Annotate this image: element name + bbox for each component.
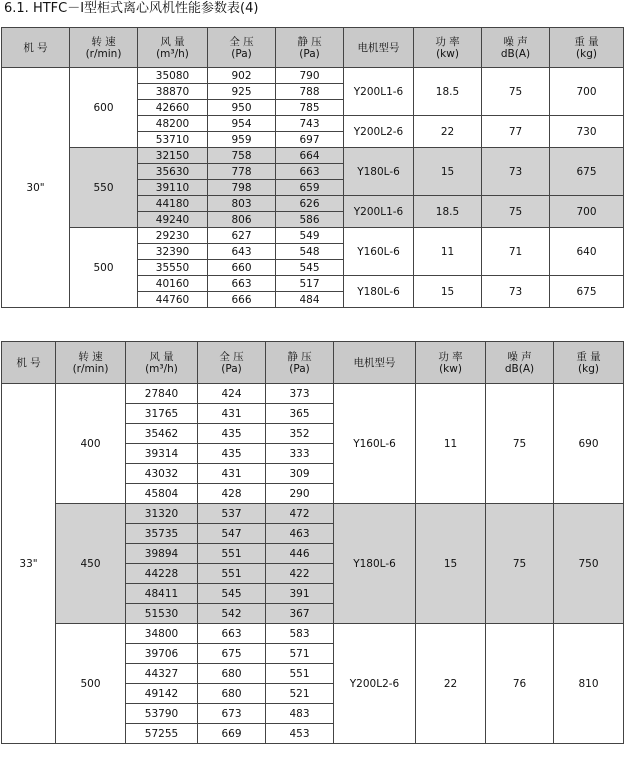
flow-cell: 44228 <box>126 564 198 584</box>
flow-cell: 39894 <box>126 544 198 564</box>
flow-cell: 53710 <box>138 132 208 148</box>
total-pressure-cell: 537 <box>198 504 266 524</box>
total-pressure-cell: 431 <box>198 404 266 424</box>
weight-cell: 640 <box>550 228 624 276</box>
total-pressure-cell: 428 <box>198 484 266 504</box>
flow-cell: 49240 <box>138 212 208 228</box>
flow-cell: 35630 <box>138 164 208 180</box>
power-cell: 22 <box>414 116 482 148</box>
power-cell: 18.5 <box>414 196 482 228</box>
total-pressure-cell: 643 <box>208 244 276 260</box>
noise-cell: 75 <box>486 504 554 624</box>
flow-cell: 35550 <box>138 260 208 276</box>
table-row <box>2 384 624 404</box>
static-pressure-cell: 571 <box>266 644 334 664</box>
speed-cell: 500 <box>70 228 138 308</box>
total-pressure-cell: 435 <box>198 424 266 444</box>
table-row <box>2 228 624 244</box>
static-pressure-cell: 309 <box>266 464 334 484</box>
speed-cell: 500 <box>56 624 126 744</box>
total-pressure-cell: 663 <box>208 276 276 292</box>
weight-cell: 690 <box>554 384 624 504</box>
motor-cell: Y200L1-6 <box>344 68 414 116</box>
page-title: 6.1. HTFC－Ⅰ型柜式离心风机性能参数表(4) <box>4 1 259 16</box>
flow-cell: 51530 <box>126 604 198 624</box>
total-pressure-cell: 798 <box>208 180 276 196</box>
total-pressure-cell: 431 <box>198 464 266 484</box>
power-cell: 15 <box>414 148 482 196</box>
static-pressure-cell: 290 <box>266 484 334 504</box>
flow-cell: 39110 <box>138 180 208 196</box>
noise-cell: 73 <box>482 276 550 308</box>
flow-cell: 31765 <box>126 404 198 424</box>
flow-cell: 44180 <box>138 196 208 212</box>
flow-cell: 27840 <box>126 384 198 404</box>
static-pressure-cell: 548 <box>276 244 344 260</box>
total-pressure-cell: 666 <box>208 292 276 308</box>
motor-cell: Y180L-6 <box>344 276 414 308</box>
flow-cell: 48200 <box>138 116 208 132</box>
total-pressure-cell: 680 <box>198 664 266 684</box>
static-pressure-cell: 367 <box>266 604 334 624</box>
model-cell: 33" <box>2 384 56 744</box>
speed-cell: 400 <box>56 384 126 504</box>
static-pressure-cell: 626 <box>276 196 344 212</box>
motor-cell: Y200L2-6 <box>344 116 414 148</box>
flow-cell: 57255 <box>126 724 198 744</box>
table-row <box>2 504 624 524</box>
flow-cell: 45804 <box>126 484 198 504</box>
table-header-row <box>2 342 624 384</box>
total-pressure-cell: 806 <box>208 212 276 228</box>
motor-cell: Y160L-6 <box>344 228 414 276</box>
static-pressure-cell: 785 <box>276 100 344 116</box>
static-pressure-cell: 521 <box>266 684 334 704</box>
total-pressure-cell: 673 <box>198 704 266 724</box>
static-pressure-cell: 352 <box>266 424 334 444</box>
static-pressure-cell: 659 <box>276 180 344 196</box>
static-pressure-cell: 422 <box>266 564 334 584</box>
flow-cell: 31320 <box>126 504 198 524</box>
motor-cell: Y160L-6 <box>334 384 416 504</box>
static-pressure-cell: 549 <box>276 228 344 244</box>
static-pressure-cell: 743 <box>276 116 344 132</box>
static-pressure-cell: 586 <box>276 212 344 228</box>
total-pressure-cell: 680 <box>198 684 266 704</box>
weight-cell: 700 <box>550 68 624 116</box>
speed-cell: 600 <box>70 68 138 148</box>
total-pressure-cell: 551 <box>198 564 266 584</box>
total-pressure-cell: 758 <box>208 148 276 164</box>
performance-table-33 <box>1 341 624 744</box>
header-static-pressure: 静 压 (Pa) <box>276 28 344 68</box>
header-noise: 噪 声 dB(A) <box>482 28 550 68</box>
flow-cell: 43032 <box>126 464 198 484</box>
total-pressure-cell: 925 <box>208 84 276 100</box>
header-motor: 电机型号 <box>334 342 416 384</box>
flow-cell: 34800 <box>126 624 198 644</box>
static-pressure-cell: 551 <box>266 664 334 684</box>
motor-cell: Y200L1-6 <box>344 196 414 228</box>
total-pressure-cell: 663 <box>198 624 266 644</box>
table-row <box>2 624 624 644</box>
flow-cell: 39314 <box>126 444 198 464</box>
performance-table-30 <box>1 27 624 308</box>
table-header-row <box>2 28 624 68</box>
noise-cell: 77 <box>482 116 550 148</box>
static-pressure-cell: 790 <box>276 68 344 84</box>
static-pressure-cell: 517 <box>276 276 344 292</box>
weight-cell: 810 <box>554 624 624 744</box>
noise-cell: 73 <box>482 148 550 196</box>
static-pressure-cell: 391 <box>266 584 334 604</box>
weight-cell: 750 <box>554 504 624 624</box>
header-speed: 转 速 (r/min) <box>70 28 138 68</box>
flow-cell: 32150 <box>138 148 208 164</box>
flow-cell: 29230 <box>138 228 208 244</box>
static-pressure-cell: 373 <box>266 384 334 404</box>
weight-cell: 730 <box>550 116 624 148</box>
table-row <box>2 68 624 84</box>
power-cell: 18.5 <box>414 68 482 116</box>
total-pressure-cell: 551 <box>198 544 266 564</box>
speed-cell: 550 <box>70 148 138 228</box>
flow-cell: 40160 <box>138 276 208 292</box>
weight-cell: 675 <box>550 276 624 308</box>
header-speed: 转 速 (r/min) <box>56 342 126 384</box>
header-power: 功 率 (kw) <box>414 28 482 68</box>
static-pressure-cell: 446 <box>266 544 334 564</box>
header-weight: 重 量 (kg) <box>550 28 624 68</box>
total-pressure-cell: 435 <box>198 444 266 464</box>
static-pressure-cell: 788 <box>276 84 344 100</box>
total-pressure-cell: 778 <box>208 164 276 180</box>
power-cell: 11 <box>416 384 486 504</box>
flow-cell: 53790 <box>126 704 198 724</box>
power-cell: 15 <box>416 504 486 624</box>
motor-cell: Y200L2-6 <box>334 624 416 744</box>
flow-cell: 39706 <box>126 644 198 664</box>
header-model: 机 号 <box>2 28 70 68</box>
static-pressure-cell: 463 <box>266 524 334 544</box>
flow-cell: 42660 <box>138 100 208 116</box>
flow-cell: 44327 <box>126 664 198 684</box>
total-pressure-cell: 959 <box>208 132 276 148</box>
total-pressure-cell: 675 <box>198 644 266 664</box>
flow-cell: 49142 <box>126 684 198 704</box>
speed-cell: 450 <box>56 504 126 624</box>
weight-cell: 675 <box>550 148 624 196</box>
header-total-pressure: 全 压 (Pa) <box>208 28 276 68</box>
static-pressure-cell: 333 <box>266 444 334 464</box>
static-pressure-cell: 697 <box>276 132 344 148</box>
noise-cell: 75 <box>482 68 550 116</box>
flow-cell: 44760 <box>138 292 208 308</box>
total-pressure-cell: 669 <box>198 724 266 744</box>
static-pressure-cell: 483 <box>266 704 334 724</box>
total-pressure-cell: 660 <box>208 260 276 276</box>
static-pressure-cell: 664 <box>276 148 344 164</box>
total-pressure-cell: 803 <box>208 196 276 212</box>
noise-cell: 71 <box>482 228 550 276</box>
header-static-pressure: 静 压 (Pa) <box>266 342 334 384</box>
weight-cell: 700 <box>550 196 624 228</box>
flow-cell: 35080 <box>138 68 208 84</box>
power-cell: 22 <box>416 624 486 744</box>
total-pressure-cell: 542 <box>198 604 266 624</box>
flow-cell: 38870 <box>138 84 208 100</box>
static-pressure-cell: 663 <box>276 164 344 180</box>
total-pressure-cell: 954 <box>208 116 276 132</box>
static-pressure-cell: 484 <box>276 292 344 308</box>
flow-cell: 32390 <box>138 244 208 260</box>
total-pressure-cell: 950 <box>208 100 276 116</box>
total-pressure-cell: 545 <box>198 584 266 604</box>
power-cell: 11 <box>414 228 482 276</box>
flow-cell: 35735 <box>126 524 198 544</box>
static-pressure-cell: 583 <box>266 624 334 644</box>
noise-cell: 76 <box>486 624 554 744</box>
table-row <box>2 148 624 164</box>
header-total-pressure: 全 压 (Pa) <box>198 342 266 384</box>
static-pressure-cell: 453 <box>266 724 334 744</box>
noise-cell: 75 <box>482 196 550 228</box>
header-model: 机 号 <box>2 342 56 384</box>
total-pressure-cell: 424 <box>198 384 266 404</box>
header-flow: 风 量 (m³/h) <box>126 342 198 384</box>
flow-cell: 48411 <box>126 584 198 604</box>
static-pressure-cell: 545 <box>276 260 344 276</box>
flow-cell: 35462 <box>126 424 198 444</box>
total-pressure-cell: 627 <box>208 228 276 244</box>
static-pressure-cell: 472 <box>266 504 334 524</box>
noise-cell: 75 <box>486 384 554 504</box>
motor-cell: Y180L-6 <box>344 148 414 196</box>
header-motor: 电机型号 <box>344 28 414 68</box>
header-noise: 噪 声 dB(A) <box>486 342 554 384</box>
header-weight: 重 量 (kg) <box>554 342 624 384</box>
power-cell: 15 <box>414 276 482 308</box>
static-pressure-cell: 365 <box>266 404 334 424</box>
header-flow: 风 量 (m³/h) <box>138 28 208 68</box>
total-pressure-cell: 902 <box>208 68 276 84</box>
model-cell: 30" <box>2 68 70 308</box>
header-power: 功 率 (kw) <box>416 342 486 384</box>
total-pressure-cell: 547 <box>198 524 266 544</box>
motor-cell: Y180L-6 <box>334 504 416 624</box>
